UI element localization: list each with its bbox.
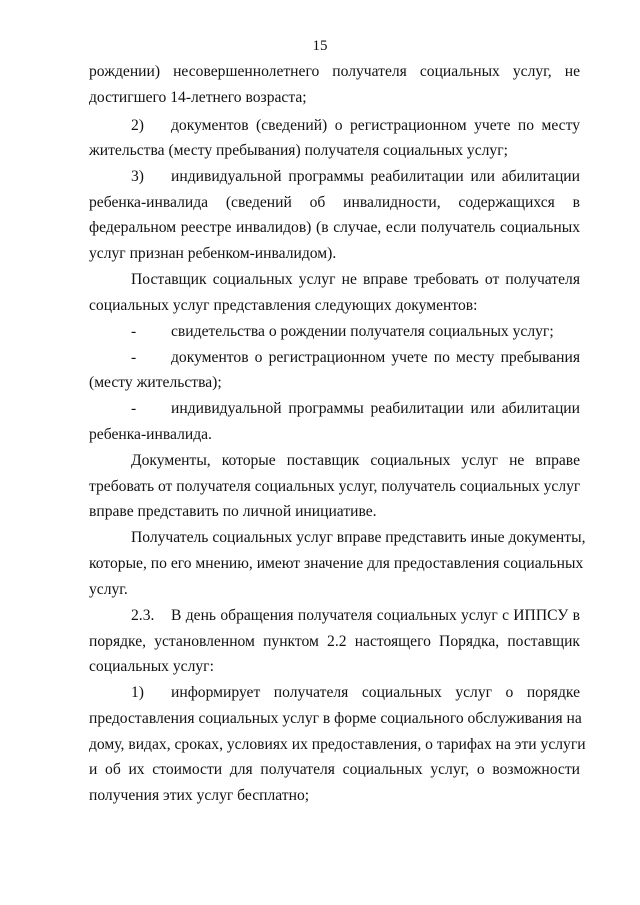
text-line: социальных услуг: — [89, 658, 214, 675]
text-line: свидетельства о рождении получателя социальных услуг; — [171, 323, 554, 340]
text-line: порядке, установленном пунктом 2.2 настоящего Порядка, поставщик — [89, 633, 580, 650]
text-line: и об их стоимости для получателя социальных услуг, о возможности — [89, 761, 580, 778]
text-line: информирует получателя социальных услуг о порядке — [171, 684, 580, 701]
text-line: федеральном реестре инвалидов) (в случае, если получатель социальных — [89, 219, 580, 236]
text-line: которые, по его мнению, имеют значение для предоставления социальных — [89, 555, 584, 572]
text-line: ребенка-инвалида. — [89, 426, 212, 443]
text-line: ребенка-инвалида (сведений об инвалидности, содержащихся в — [89, 194, 580, 211]
list-marker: 3) — [131, 168, 144, 185]
text-line: В день обращения получателя социальных услуг с ИППСУ в — [171, 607, 580, 624]
text-line: жительства (месту пребывания) получателя социальных услуг; — [89, 142, 508, 159]
list-marker: 1) — [131, 684, 144, 701]
text-line: документов о регистрационном учете по месту пребывания — [171, 349, 580, 366]
list-marker: - — [131, 400, 137, 417]
text-line: документов (сведений) о регистрационном учете по месту — [171, 117, 580, 134]
text-line: предоставления социальных услуг в форме социального обслуживания на — [89, 710, 582, 727]
text-line: требовать от получателя социальных услуг, получатель социальных услуг — [89, 478, 581, 495]
list-marker: - — [131, 349, 137, 366]
text-line: (месту жительства); — [89, 374, 222, 391]
page-number: 15 — [312, 38, 328, 54]
text-line: рождении) несовершеннолетнего получателя социальных услуг, не — [89, 63, 580, 80]
list-marker: 2.3. — [131, 607, 155, 624]
text-line: услуг признан ребенком-инвалидом). — [89, 245, 337, 262]
text-line: Документы, которые поставщик социальных услуг не вправе — [131, 452, 580, 469]
text-line: индивидуальной программы реабилитации или абилитации — [171, 400, 580, 417]
text-line: дому, видах, сроках, условиях их предоставления, о тарифах на эти услуги — [89, 736, 586, 753]
list-marker: - — [131, 323, 137, 340]
text-line: Поставщик социальных услуг не вправе требовать от получателя — [131, 271, 580, 288]
text-line: получения этих услуг бесплатно; — [89, 787, 310, 804]
text-line: индивидуальной программы реабилитации или абилитации — [171, 168, 580, 185]
list-marker: 2) — [131, 117, 144, 134]
text-line: социальных услуг представления следующих документов: — [89, 297, 478, 314]
text-line: вправе представить по личной инициативе. — [89, 503, 377, 520]
text-line: достигшего 14-летнего возраста; — [89, 89, 307, 106]
text-line: Получатель социальных услуг вправе представить иные документы, — [131, 529, 586, 546]
text-line: услуг. — [89, 581, 128, 598]
